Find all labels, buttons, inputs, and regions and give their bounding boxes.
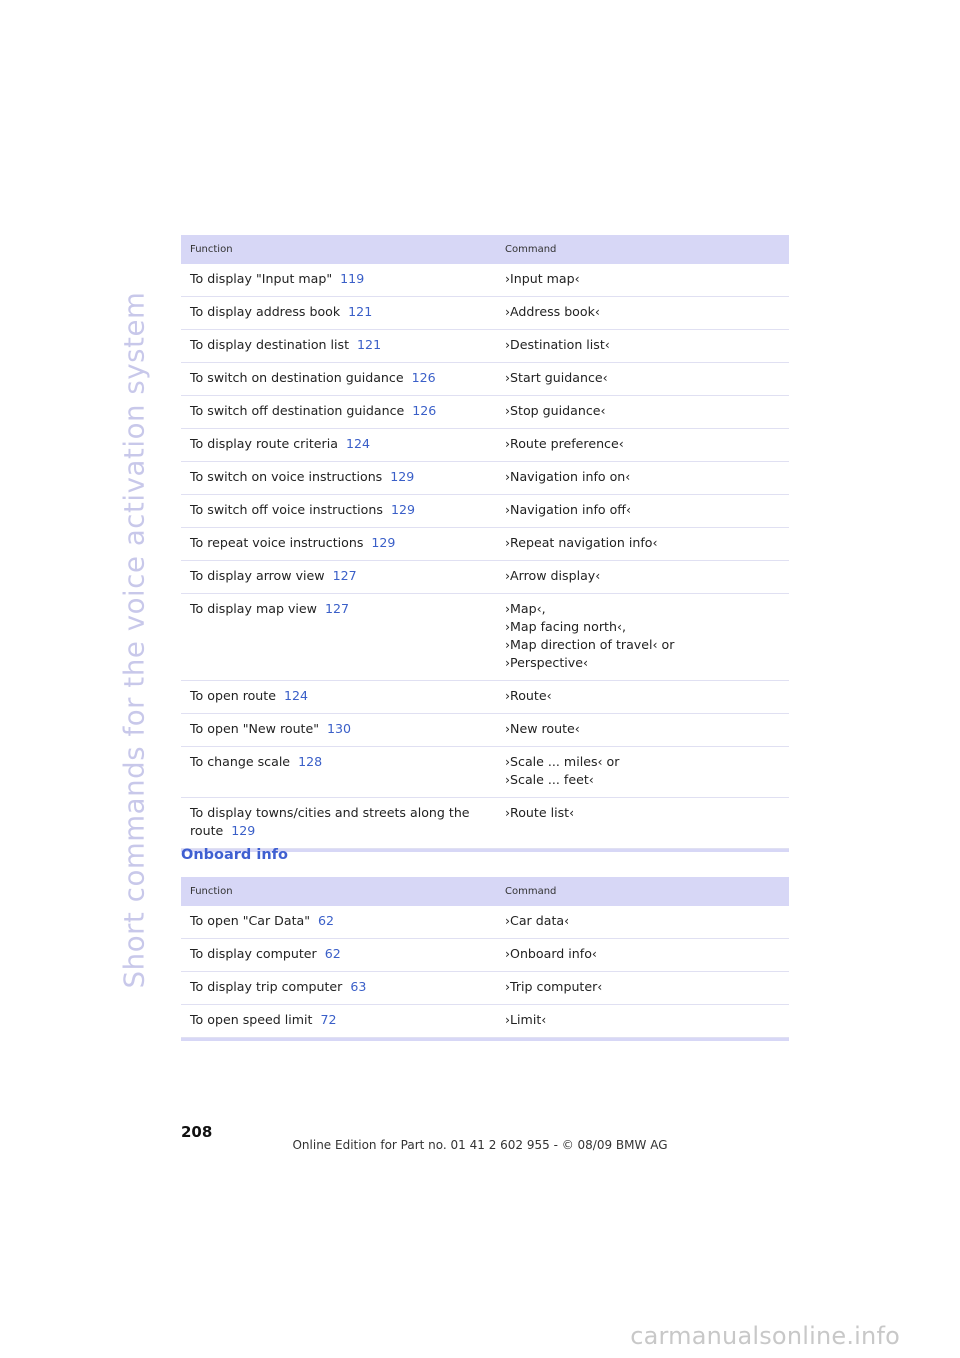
command-cell — [505, 303, 789, 321]
command-text: ›Navigation info on‹ — [505, 469, 631, 484]
command-text: ›Map‹, — [505, 601, 546, 616]
command-text: ›Address book‹ — [505, 304, 600, 319]
function-text: To switch on voice instructions — [190, 469, 383, 484]
table-row — [181, 561, 789, 594]
command-text: ›New route‹ — [505, 721, 580, 736]
table-row — [181, 363, 789, 396]
function-text: To switch on destination guidance — [190, 370, 404, 385]
function-cell — [181, 753, 505, 789]
function-cell — [181, 567, 505, 585]
table-row — [181, 495, 789, 528]
function-text: To display map view — [190, 601, 317, 616]
page-reference-link[interactable]: 128 — [298, 754, 323, 769]
command-cell — [505, 402, 789, 420]
page-reference-link[interactable]: 126 — [412, 403, 437, 418]
function-text: To display trip computer — [190, 979, 343, 994]
page-reference-link[interactable]: 129 — [371, 535, 396, 550]
page-reference-link[interactable]: 124 — [283, 688, 309, 703]
function-text: To display arrow view — [190, 568, 325, 583]
table-row — [181, 264, 789, 297]
function-text: To display towns/cities and streets along the — [190, 805, 470, 820]
command-text: ›Stop guidance‹ — [505, 403, 606, 418]
command-cell — [505, 687, 789, 705]
function-cell — [181, 501, 505, 519]
command-text: ›Destination list‹ — [505, 337, 610, 352]
footer — [0, 1138, 960, 1152]
command-text: ›Route preference‹ — [505, 436, 624, 451]
table-row — [181, 798, 789, 849]
function-cell — [181, 945, 505, 963]
page-reference-link[interactable]: 63 — [350, 979, 367, 994]
page-reference-link[interactable]: 124 — [345, 436, 370, 451]
command-cell — [505, 720, 789, 738]
function-cell — [181, 1011, 505, 1029]
table-row — [181, 1005, 789, 1038]
function-cell — [181, 468, 505, 486]
page-reference-link[interactable]: 72 — [320, 1012, 337, 1027]
command-cell — [505, 978, 789, 996]
page-reference-link[interactable]: 126 — [411, 370, 436, 385]
command-text: ›Trip computer‹ — [505, 979, 603, 994]
command-column-header: Command — [505, 886, 557, 897]
page-reference-link[interactable]: 62 — [324, 946, 341, 961]
table-row — [181, 714, 789, 747]
command-column-header: Command — [505, 244, 557, 255]
function-cell — [181, 720, 505, 738]
table-header — [181, 235, 789, 264]
command-text: ›Start guidance‹ — [505, 370, 608, 385]
function-column-header: Function — [190, 886, 233, 897]
table-row — [181, 330, 789, 363]
command-text: ›Arrow display‹ — [505, 568, 601, 583]
function-cell — [181, 369, 505, 387]
command-text: ›Navigation info off‹ — [505, 502, 632, 517]
command-text: ›Car data‹ — [505, 913, 570, 928]
watermark: carmanualsonline.info — [630, 1322, 900, 1350]
function-text: To display address book — [190, 304, 341, 319]
table-row — [181, 297, 789, 330]
onboard-info-table — [181, 877, 789, 1041]
command-text: ›Repeat navigation info‹ — [505, 535, 658, 550]
command-cell — [505, 435, 789, 453]
command-cell — [505, 945, 789, 963]
command-cell — [505, 600, 789, 672]
function-cell — [181, 978, 505, 996]
page-reference-link[interactable]: 121 — [357, 337, 382, 352]
command-cell — [505, 534, 789, 552]
function-text: To open speed limit — [190, 1012, 313, 1027]
function-column-header: Function — [190, 244, 233, 255]
side-chapter-title — [112, 238, 156, 1042]
table-row — [181, 462, 789, 495]
function-cell — [181, 912, 505, 930]
table-bottom-rule — [181, 1038, 789, 1041]
function-cell — [181, 270, 505, 288]
command-cell — [505, 1011, 789, 1029]
function-text: To switch off voice instructions — [190, 502, 383, 517]
command-cell — [505, 369, 789, 387]
function-cell — [181, 534, 505, 552]
function-cell — [181, 303, 505, 321]
page-reference-link[interactable]: 129 — [390, 502, 415, 517]
function-text: To display destination list — [190, 337, 350, 352]
page-reference-link[interactable]: 130 — [327, 721, 352, 736]
command-text: ›Scale ... feet‹ — [505, 772, 594, 787]
function-text: route — [190, 823, 224, 838]
function-cell — [181, 804, 505, 840]
command-text: ›Onboard info‹ — [505, 946, 597, 961]
page-reference-link[interactable]: 119 — [340, 271, 365, 286]
table-row — [181, 747, 789, 798]
table-body — [181, 906, 789, 1038]
function-cell — [181, 402, 505, 420]
function-text: To open "Car Data" — [190, 913, 311, 928]
table-row — [181, 528, 789, 561]
table-body — [181, 264, 789, 849]
function-text: To display computer — [190, 946, 317, 961]
command-text: ›Input map‹ — [505, 271, 580, 286]
function-text: To display route criteria — [190, 436, 338, 451]
page-reference-link[interactable]: 129 — [231, 823, 256, 838]
command-cell — [505, 501, 789, 519]
table-row — [181, 972, 789, 1005]
page-number: 208 — [181, 1123, 213, 1141]
command-text: ›Route list‹ — [505, 805, 575, 820]
section-title: Onboard info — [181, 847, 288, 863]
page-reference-link[interactable]: 121 — [348, 304, 373, 319]
page-reference-link[interactable]: 129 — [390, 469, 415, 484]
command-text: ›Limit‹ — [505, 1012, 547, 1027]
command-cell — [505, 804, 789, 840]
table-row — [181, 594, 789, 681]
table-row — [181, 429, 789, 462]
command-cell — [505, 468, 789, 486]
table-header — [181, 877, 789, 906]
table-row — [181, 396, 789, 429]
command-text: ›Scale ... miles‹ or — [505, 754, 620, 769]
command-cell — [505, 270, 789, 288]
command-cell — [505, 753, 789, 789]
function-cell — [181, 336, 505, 354]
command-cell — [505, 567, 789, 585]
function-text: To change scale — [190, 754, 291, 769]
command-text: ›Route‹ — [505, 688, 552, 703]
function-text: To repeat voice instructions — [190, 535, 364, 550]
function-text: To open "New route" — [190, 721, 320, 736]
function-cell — [181, 600, 505, 672]
command-cell — [505, 336, 789, 354]
function-text: To display "Input map" — [190, 271, 333, 286]
command-text: ›Map facing north‹, — [505, 619, 626, 634]
table-row — [181, 939, 789, 972]
function-text: To open route — [190, 688, 276, 703]
table-row — [181, 906, 789, 939]
page-reference-link[interactable]: 62 — [318, 913, 335, 928]
footer-text: Online Edition for Part no. 01 41 2 602 955 - © 08/09 BMW AG — [292, 1138, 668, 1152]
page-reference-link[interactable]: 127 — [332, 568, 357, 583]
navigation-commands-table — [181, 235, 789, 852]
command-text: ›Map direction of travel‹ or — [505, 637, 675, 652]
function-cell — [181, 687, 505, 705]
page-reference-link[interactable]: 127 — [324, 601, 350, 616]
function-cell — [181, 435, 505, 453]
command-text: ›Perspective‹ — [505, 655, 589, 670]
side-chapter-title-text: Short commands for the voice activation system — [118, 291, 150, 989]
command-cell — [505, 912, 789, 930]
function-text: To switch off destination guidance — [190, 403, 405, 418]
table-row — [181, 681, 789, 714]
